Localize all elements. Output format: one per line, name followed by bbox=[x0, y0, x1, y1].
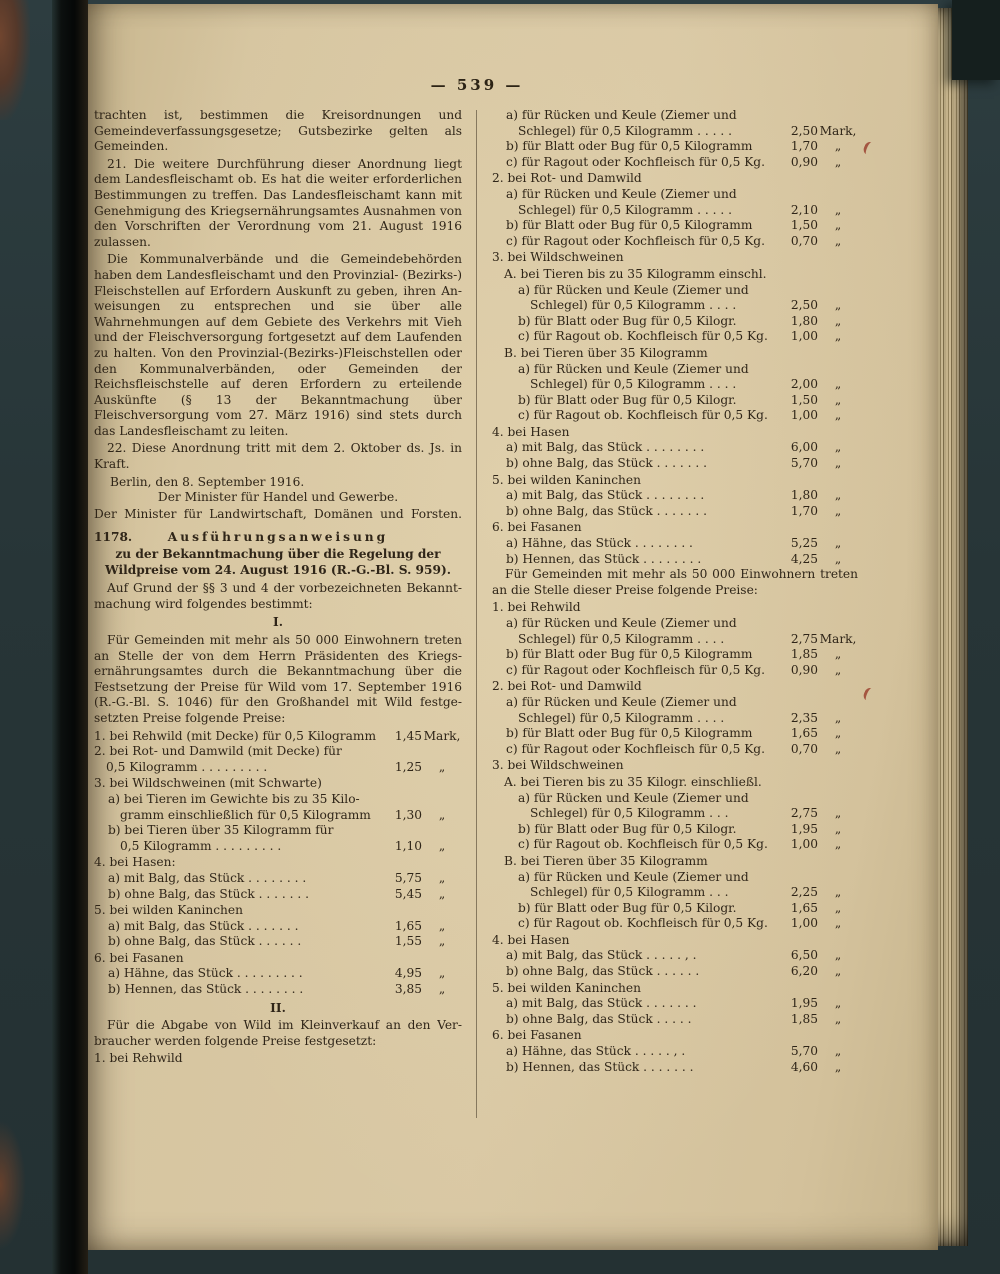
price-item-label bbox=[492, 536, 782, 552]
price-item-label bbox=[492, 218, 782, 234]
price-value: 0,90 bbox=[790, 154, 818, 169]
price-item bbox=[492, 901, 858, 917]
price-item-line: c) für Ragout oder Kochfleisch für 0,5 Kg. bbox=[506, 662, 765, 677]
price-unit: „ bbox=[438, 759, 446, 774]
price-unit: „ bbox=[438, 982, 446, 997]
price-item bbox=[492, 283, 858, 314]
list-header: 4. bei Hasen bbox=[492, 424, 570, 439]
price-item-label bbox=[492, 726, 782, 742]
price-item bbox=[492, 1060, 858, 1076]
price-item-line: Schlegel) für 0,5 Kilogramm . . . . bbox=[518, 710, 725, 725]
price-item-label bbox=[492, 964, 782, 980]
price-value: 5,75 bbox=[394, 870, 422, 885]
list-header: A. bei Tieren bis zu 35 Kilogramm einschl. bbox=[504, 266, 767, 281]
price-item-label bbox=[492, 456, 782, 472]
price-unit: „ bbox=[834, 837, 842, 852]
price-item bbox=[492, 1044, 858, 1060]
price-item-label bbox=[492, 362, 782, 393]
price-value: 4,60 bbox=[790, 1059, 818, 1074]
leather-patch-top-left bbox=[0, 0, 30, 120]
price-unit: „ bbox=[438, 918, 446, 933]
price-item-line: b) ohne Balg, das Stück . . . . . bbox=[506, 1011, 692, 1026]
column-divider bbox=[476, 110, 477, 1118]
price-item-line: c) für Ragout oder Kochfleisch für 0,5 Kg. bbox=[506, 154, 765, 169]
price-value: 6,50 bbox=[790, 948, 818, 963]
price-item-label bbox=[492, 996, 782, 1012]
list-header: 3. bei Wildschweinen (mit Schwarte) bbox=[94, 776, 322, 791]
price-item-line: a) Hähne, das Stück . . . . . . . . . bbox=[108, 966, 303, 981]
price-unit: „ bbox=[834, 551, 842, 566]
price-unit: „ bbox=[834, 392, 842, 407]
list-header: 6. bei Fasanen bbox=[94, 950, 184, 965]
price-value: 0,70 bbox=[790, 741, 818, 756]
price-item-label bbox=[492, 283, 782, 314]
price-value: 1,80 bbox=[790, 488, 818, 503]
list-header: 3. bei Wildschweinen bbox=[492, 250, 624, 265]
price-value: 1,00 bbox=[790, 408, 818, 423]
price-item-line: b) für Blatt oder Bug für 0,5 Kilogr. bbox=[518, 313, 737, 328]
price-value: 1,65 bbox=[790, 726, 818, 741]
price-unit: Mark, bbox=[819, 123, 857, 138]
price-item bbox=[492, 964, 858, 980]
price-item bbox=[492, 488, 858, 504]
price-value: 1,00 bbox=[790, 916, 818, 931]
list-header: 3. bei Wildschweinen bbox=[492, 758, 624, 773]
price-item-line: b) ohne Balg, das Stück . . . . . . . bbox=[108, 886, 309, 901]
price-item-label bbox=[492, 108, 782, 139]
price-item-line: 2. bei Rot- und Damwild (mit Decke) für bbox=[94, 744, 342, 759]
price-item-label bbox=[94, 966, 386, 982]
price-value: 1,25 bbox=[394, 759, 422, 774]
price-unit: „ bbox=[834, 662, 842, 677]
price-item-label bbox=[492, 488, 782, 504]
price-item-label bbox=[492, 408, 782, 424]
price-value: 1,30 bbox=[394, 807, 422, 822]
price-value: 5,45 bbox=[394, 886, 422, 901]
price-unit: „ bbox=[438, 934, 446, 949]
price-unit: „ bbox=[834, 1059, 842, 1074]
page-number: — 539 — bbox=[430, 76, 524, 94]
price-unit: „ bbox=[834, 202, 842, 217]
price-unit: „ bbox=[834, 996, 842, 1011]
price-item-line: b) Hennen, das Stück . . . . . . . bbox=[506, 1059, 694, 1074]
price-unit: „ bbox=[834, 233, 842, 248]
price-item-line: b) Hennen, das Stück . . . . . . . . bbox=[108, 982, 304, 997]
price-item-line: a) für Rücken und Keule (Ziemer und bbox=[506, 694, 737, 709]
price-value: 1,80 bbox=[790, 313, 818, 328]
price-value: 1,50 bbox=[790, 392, 818, 407]
list-header: B. bei Tieren über 35 Kilogramm bbox=[504, 853, 708, 868]
price-item-label bbox=[492, 234, 782, 250]
price-item bbox=[492, 791, 858, 822]
price-item bbox=[492, 155, 858, 171]
section-numeral: I. bbox=[273, 615, 283, 630]
price-unit: „ bbox=[834, 821, 842, 836]
price-item-label bbox=[492, 1060, 782, 1076]
list-header: 2. bei Rot- und Damwild bbox=[492, 679, 642, 694]
price-item-line: 1. bei Rehwild (mit Decke) für 0,5 Kilogramm bbox=[94, 728, 377, 743]
price-item-label bbox=[94, 887, 386, 903]
price-item bbox=[94, 919, 462, 935]
price-item-line: a) Hähne, das Stück . . . . . . . . bbox=[506, 536, 693, 551]
price-item bbox=[94, 871, 462, 887]
price-item-line: Schlegel) für 0,5 Kilogramm . . . . bbox=[530, 377, 737, 392]
price-unit: Mark, bbox=[423, 728, 461, 743]
price-item-label bbox=[492, 552, 782, 568]
list-header: 1. bei Rehwild bbox=[492, 600, 581, 615]
list-header: 1. bei Rehwild bbox=[94, 1051, 183, 1066]
price-item-label bbox=[492, 837, 782, 853]
price-item-label bbox=[492, 393, 782, 409]
price-unit: Mark, bbox=[819, 631, 857, 646]
price-item bbox=[492, 329, 858, 345]
price-value: 2,10 bbox=[790, 202, 818, 217]
price-item-line: c) für Ragout oder Kochfleisch für 0,5 Kg. bbox=[506, 233, 765, 248]
price-value: 2,75 bbox=[790, 631, 818, 646]
price-item bbox=[492, 234, 858, 250]
price-item-label bbox=[492, 822, 782, 838]
price-item bbox=[94, 823, 462, 854]
price-item bbox=[94, 744, 462, 775]
price-unit: „ bbox=[834, 456, 842, 471]
price-item-line: gramm einschließlich für 0,5 Kilogramm bbox=[120, 807, 371, 822]
price-item bbox=[492, 1012, 858, 1028]
price-item-line: a) mit Balg, das Stück . . . . . . . . bbox=[108, 870, 307, 885]
price-item-line: b) ohne Balg, das Stück . . . . . . bbox=[108, 934, 302, 949]
price-item-line: 0,5 Kilogramm . . . . . . . . . bbox=[106, 759, 268, 774]
price-value: 4,25 bbox=[790, 551, 818, 566]
price-item bbox=[492, 663, 858, 679]
price-item-line: b) für Blatt oder Bug für 0,5 Kilogr. bbox=[518, 900, 737, 915]
price-item bbox=[492, 726, 858, 742]
price-item-label bbox=[492, 663, 782, 679]
price-item bbox=[492, 536, 858, 552]
price-value: 4,95 bbox=[394, 966, 422, 981]
paragraph: 22. Diese Anordnung tritt mit dem 2. Oktober ds. Js. in Kraft. bbox=[94, 441, 462, 472]
price-item-label bbox=[94, 729, 386, 745]
list-header: B. bei Tieren über 35 Kilogramm bbox=[504, 345, 708, 360]
price-unit: „ bbox=[834, 218, 842, 233]
price-item bbox=[94, 934, 462, 950]
price-item-line: c) für Ragout ob. Kochfleisch für 0,5 Kg. bbox=[518, 837, 768, 852]
paragraph: Für die Abgabe von Wild im Kleinverkauf an den Verbraucher werden folgende Preise festgesetzt: bbox=[94, 1018, 462, 1048]
price-item-line: a) Hähne, das Stück . . . . . , . bbox=[506, 1044, 686, 1059]
price-value: 1,95 bbox=[790, 821, 818, 836]
paragraph: trachten ist, bestimmen die Kreisordnungen und Gemeindeverfassungsgesetze; Gutsbezirke gelten als Gemeinden. bbox=[94, 108, 462, 154]
price-item bbox=[94, 887, 462, 903]
price-item-label bbox=[94, 934, 386, 950]
signature-line: Der Minister für Handel und Gewerbe. bbox=[157, 490, 399, 505]
signature-line: Der Minister für Landwirtschaft, Domänen und Forsten. bbox=[94, 506, 462, 521]
price-item-line: b) für Blatt oder Bug für 0,5 Kilogramm bbox=[506, 726, 753, 741]
price-item-label bbox=[94, 792, 386, 823]
price-item-label bbox=[492, 901, 782, 917]
price-value: 0,90 bbox=[790, 662, 818, 677]
price-item-line: b) für Blatt oder Bug für 0,5 Kilogramm bbox=[506, 139, 753, 154]
price-item-label bbox=[94, 744, 386, 775]
price-item-line: Schlegel) für 0,5 Kilogramm . . . . bbox=[518, 631, 725, 646]
price-unit: „ bbox=[834, 806, 842, 821]
price-item-line: a) mit Balg, das Stück . . . . . . . bbox=[506, 996, 697, 1011]
price-item bbox=[492, 552, 858, 568]
price-item-line: b) bei Tieren über 35 Kilogramm für bbox=[108, 823, 334, 838]
price-unit: „ bbox=[438, 886, 446, 901]
price-item-label bbox=[492, 647, 782, 663]
price-item bbox=[492, 742, 858, 758]
price-value: 5,25 bbox=[790, 536, 818, 551]
price-unit: „ bbox=[834, 885, 842, 900]
price-item bbox=[492, 314, 858, 330]
price-unit: „ bbox=[834, 154, 842, 169]
price-item-line: c) für Ragout ob. Kochfleisch für 0,5 Kg. bbox=[518, 916, 768, 931]
price-item-line: b) für Blatt oder Bug für 0,5 Kilogr. bbox=[518, 392, 737, 407]
price-value: 1,10 bbox=[394, 838, 422, 853]
price-item-line: c) für Ragout ob. Kochfleisch für 0,5 Kg. bbox=[518, 329, 768, 344]
price-item bbox=[492, 822, 858, 838]
price-item-line: c) für Ragout ob. Kochfleisch für 0,5 Kg. bbox=[518, 408, 768, 423]
price-item bbox=[492, 996, 858, 1012]
price-item-label bbox=[492, 742, 782, 758]
price-unit: „ bbox=[834, 964, 842, 979]
price-unit: „ bbox=[834, 329, 842, 344]
price-item-line: Schlegel) für 0,5 Kilogramm . . . . . bbox=[518, 202, 732, 217]
paragraph: Die Kommunalverbände und die Gemeindebehörden haben dem Landesfleischamt und den Provinzial- (Bezirks-) Fleischstellen auf Erfordern Auskunft zu geben, ihren Anweisungen zu entsprechen und sie über alle Wahrnehmungen auf dem Gebiete des Verkehrs mit Vieh und der Fleischversorgung fortgesetzt auf dem Laufenden zu halten. Von den Provinzial-(Bezirks-)Fleischstellen oder den Kommunalverbänden, oder Gemeinden der Reichsfleischstelle auf deren Erfordern zu erteilende Auskünfte (§ 13 der Bekanntmachung über Fleischversorgung vom 27. März 1916) sind stets durch das Landesfleischamt zu leiten. bbox=[94, 252, 462, 438]
price-unit: „ bbox=[834, 139, 842, 154]
price-item bbox=[492, 695, 858, 726]
price-value: 3,85 bbox=[394, 982, 422, 997]
price-item-line: b) für Blatt oder Bug für 0,5 Kilogramm bbox=[506, 647, 753, 662]
price-value: 6,00 bbox=[790, 440, 818, 455]
price-item-label bbox=[94, 871, 386, 887]
price-item-line: b) Hennen, das Stück . . . . . . . . bbox=[506, 551, 702, 566]
paragraph: Auf Grund der §§ 3 und 4 der vorbezeichneten Bekanntmachung wird folgendes bestimmt: bbox=[94, 581, 462, 611]
price-value: 2,00 bbox=[790, 377, 818, 392]
price-value: 1,85 bbox=[790, 647, 818, 662]
price-item-line: a) für Rücken und Keule (Ziemer und bbox=[506, 186, 737, 201]
price-value: 0,70 bbox=[790, 233, 818, 248]
price-item-line: a) für Rücken und Keule (Ziemer und bbox=[518, 282, 749, 297]
list-header: A. bei Tieren bis zu 35 Kilogr. einschließl. bbox=[504, 774, 762, 789]
price-unit: „ bbox=[834, 916, 842, 931]
price-item-label bbox=[492, 695, 782, 726]
price-value: 1,95 bbox=[790, 996, 818, 1011]
article-subtitle: zu der Bekanntmachung über die Regelung der Wildpreise vom 24. August 1916 (R.-G.-Bl. S. 959). bbox=[104, 547, 452, 577]
price-item bbox=[492, 440, 858, 456]
price-unit: „ bbox=[834, 948, 842, 963]
price-unit: „ bbox=[834, 440, 842, 455]
price-item-label bbox=[492, 1044, 782, 1060]
price-item-line: c) für Ragout oder Kochfleisch für 0,5 Kg. bbox=[506, 741, 765, 756]
paragraph: 21. Die weitere Durchführung dieser Anordnung liegt dem Landesfleischamt ob. Es hat die weiter erforderlichen Bestimmungen zu treffen. Das Landesfleischamt kann mit Genehmigung des Kriegsernährungsamtes Ausnahmen von den Vorschriften der Verordnung vom 21. August 1916 zulassen. bbox=[94, 156, 462, 249]
price-item-label bbox=[492, 916, 782, 932]
price-value: 1,55 bbox=[394, 934, 422, 949]
price-item-label bbox=[492, 187, 782, 218]
price-item bbox=[492, 870, 858, 901]
price-value: 5,70 bbox=[790, 456, 818, 471]
article-title: Ausführungsanweisung bbox=[167, 530, 389, 545]
price-item bbox=[492, 647, 858, 663]
price-item-line: Schlegel) für 0,5 Kilogramm . . . . . bbox=[518, 123, 732, 138]
price-value: 6,20 bbox=[790, 964, 818, 979]
list-header: 5. bei wilden Kaninchen bbox=[492, 472, 641, 487]
price-item-line: b) für Blatt oder Bug für 0,5 Kilogr. bbox=[518, 821, 737, 836]
price-item bbox=[492, 408, 858, 424]
price-unit: „ bbox=[834, 536, 842, 551]
price-unit: „ bbox=[834, 1011, 842, 1026]
price-item-line: a) mit Balg, das Stück . . . . . . . . bbox=[506, 440, 705, 455]
price-item-line: a) für Rücken und Keule (Ziemer und bbox=[518, 869, 749, 884]
dark-corner-top-right bbox=[952, 0, 1000, 80]
price-unit: „ bbox=[438, 807, 446, 822]
list-header: 5. bei wilden Kaninchen bbox=[492, 980, 641, 995]
book-binding bbox=[52, 0, 88, 1274]
price-value: 5,70 bbox=[790, 1044, 818, 1059]
price-unit: „ bbox=[834, 647, 842, 662]
price-item bbox=[492, 504, 858, 520]
document-page bbox=[88, 4, 938, 1250]
article-number: 1178. bbox=[94, 530, 133, 545]
paragraph: Für Gemeinden mit mehr als 50 000 Einwohnern treten an Stelle der von dem Herrn Präsidenten des Kriegsernährungsamtes durch die Bekanntmachung über die Festsetzung der Preise für Wild vom 17. September 1916 (R.-G.-Bl. S. 1046) für den Großhandel mit Wild festgesetzten Preise folgende Preise: bbox=[94, 633, 462, 725]
price-item bbox=[492, 139, 858, 155]
price-item bbox=[492, 362, 858, 393]
price-item bbox=[94, 792, 462, 823]
section-numeral: II. bbox=[270, 1000, 286, 1015]
price-unit: „ bbox=[834, 726, 842, 741]
price-item bbox=[94, 982, 462, 998]
price-unit: „ bbox=[834, 1044, 842, 1059]
price-value: 2,50 bbox=[790, 298, 818, 313]
price-item-label bbox=[492, 1012, 782, 1028]
price-unit: „ bbox=[834, 488, 842, 503]
list-header: 2. bei Rot- und Damwild bbox=[492, 171, 642, 186]
price-item bbox=[492, 456, 858, 472]
price-item bbox=[492, 218, 858, 234]
price-item bbox=[492, 108, 858, 139]
price-unit: „ bbox=[834, 741, 842, 756]
price-value: 2,75 bbox=[790, 806, 818, 821]
price-item-label bbox=[492, 440, 782, 456]
price-value: 1,65 bbox=[790, 900, 818, 915]
price-item-label bbox=[492, 791, 782, 822]
price-item bbox=[94, 729, 462, 745]
price-item-label bbox=[492, 948, 782, 964]
price-value: 2,50 bbox=[790, 123, 818, 138]
list-header: 4. bei Hasen: bbox=[94, 855, 176, 870]
price-value: 1,50 bbox=[790, 218, 818, 233]
article-heading bbox=[94, 530, 462, 546]
price-item-label bbox=[492, 155, 782, 171]
price-item-label bbox=[492, 870, 782, 901]
leather-patch-bottom-left bbox=[0, 1120, 26, 1250]
price-item-line: b) ohne Balg, das Stück . . . . . . bbox=[506, 964, 700, 979]
price-unit: „ bbox=[834, 710, 842, 725]
list-header: 5. bei wilden Kaninchen bbox=[94, 903, 243, 918]
price-item-line: Schlegel) für 0,5 Kilogramm . . . bbox=[530, 885, 729, 900]
price-item bbox=[492, 393, 858, 409]
price-value: 1,85 bbox=[790, 1011, 818, 1026]
price-value: 1,65 bbox=[394, 918, 422, 933]
price-item-label bbox=[94, 823, 386, 854]
page-edges bbox=[938, 8, 968, 1246]
price-value: 1,70 bbox=[790, 503, 818, 518]
price-item-label bbox=[492, 329, 782, 345]
paragraph: Für Gemeinden mit mehr als 50 000 Einwohnern treten an die Stelle dieser Preise folgende Preise: bbox=[492, 567, 858, 597]
price-item-line: a) bei Tieren im Gewichte bis zu 35 Kilo- bbox=[108, 791, 360, 806]
price-item-line: b) für Blatt oder Bug für 0,5 Kilogramm bbox=[506, 218, 753, 233]
price-value: 1,00 bbox=[790, 837, 818, 852]
price-unit: „ bbox=[438, 966, 446, 981]
price-item-line: a) mit Balg, das Stück . . . . . , . bbox=[506, 948, 697, 963]
price-unit: „ bbox=[834, 503, 842, 518]
price-item bbox=[94, 966, 462, 982]
price-item-line: a) für Rücken und Keule (Ziemer und bbox=[506, 108, 737, 122]
price-unit: „ bbox=[834, 298, 842, 313]
price-item-line: b) ohne Balg, das Stück . . . . . . . bbox=[506, 503, 707, 518]
price-value: 1,00 bbox=[790, 329, 818, 344]
price-unit: „ bbox=[834, 313, 842, 328]
price-unit: „ bbox=[834, 377, 842, 392]
price-item-line: a) für Rücken und Keule (Ziemer und bbox=[506, 616, 737, 630]
price-unit: „ bbox=[438, 870, 446, 885]
price-item-label bbox=[492, 314, 782, 330]
price-item bbox=[492, 948, 858, 964]
price-value: 2,35 bbox=[790, 710, 818, 725]
price-item-label bbox=[492, 504, 782, 520]
price-unit: „ bbox=[834, 408, 842, 423]
price-item bbox=[492, 187, 858, 218]
price-item-line: Schlegel) für 0,5 Kilogramm . . . . bbox=[530, 298, 737, 313]
list-header: 6. bei Fasanen bbox=[492, 1028, 582, 1043]
price-item bbox=[492, 616, 858, 647]
price-item-line: a) mit Balg, das Stück . . . . . . . . bbox=[506, 488, 705, 503]
price-item bbox=[492, 916, 858, 932]
text-column-right bbox=[492, 108, 858, 1075]
price-item-line: a) für Rücken und Keule (Ziemer und bbox=[518, 361, 749, 376]
price-value: 1,70 bbox=[790, 139, 818, 154]
price-value: 2,25 bbox=[790, 885, 818, 900]
price-unit: „ bbox=[834, 900, 842, 915]
price-item-line: Schlegel) für 0,5 Kilogramm . . . bbox=[530, 806, 729, 821]
price-item-label bbox=[492, 616, 782, 647]
date-line: Berlin, den 8. September 1916. bbox=[110, 474, 305, 489]
price-item-label bbox=[94, 982, 386, 998]
price-item-line: a) mit Balg, das Stück . . . . . . . bbox=[108, 918, 299, 933]
price-item-label bbox=[492, 139, 782, 155]
text-column-left bbox=[94, 108, 462, 1067]
price-unit: „ bbox=[438, 838, 446, 853]
price-item-line: b) ohne Balg, das Stück . . . . . . . bbox=[506, 456, 707, 471]
price-item-line: 0,5 Kilogramm . . . . . . . . . bbox=[120, 838, 282, 853]
list-header: 4. bei Hasen bbox=[492, 932, 570, 947]
price-value: 1,45 bbox=[394, 728, 422, 743]
price-item-label bbox=[94, 919, 386, 935]
list-header: 6. bei Fasanen bbox=[492, 520, 582, 535]
price-item bbox=[492, 837, 858, 853]
price-item-line: a) für Rücken und Keule (Ziemer und bbox=[518, 790, 749, 805]
